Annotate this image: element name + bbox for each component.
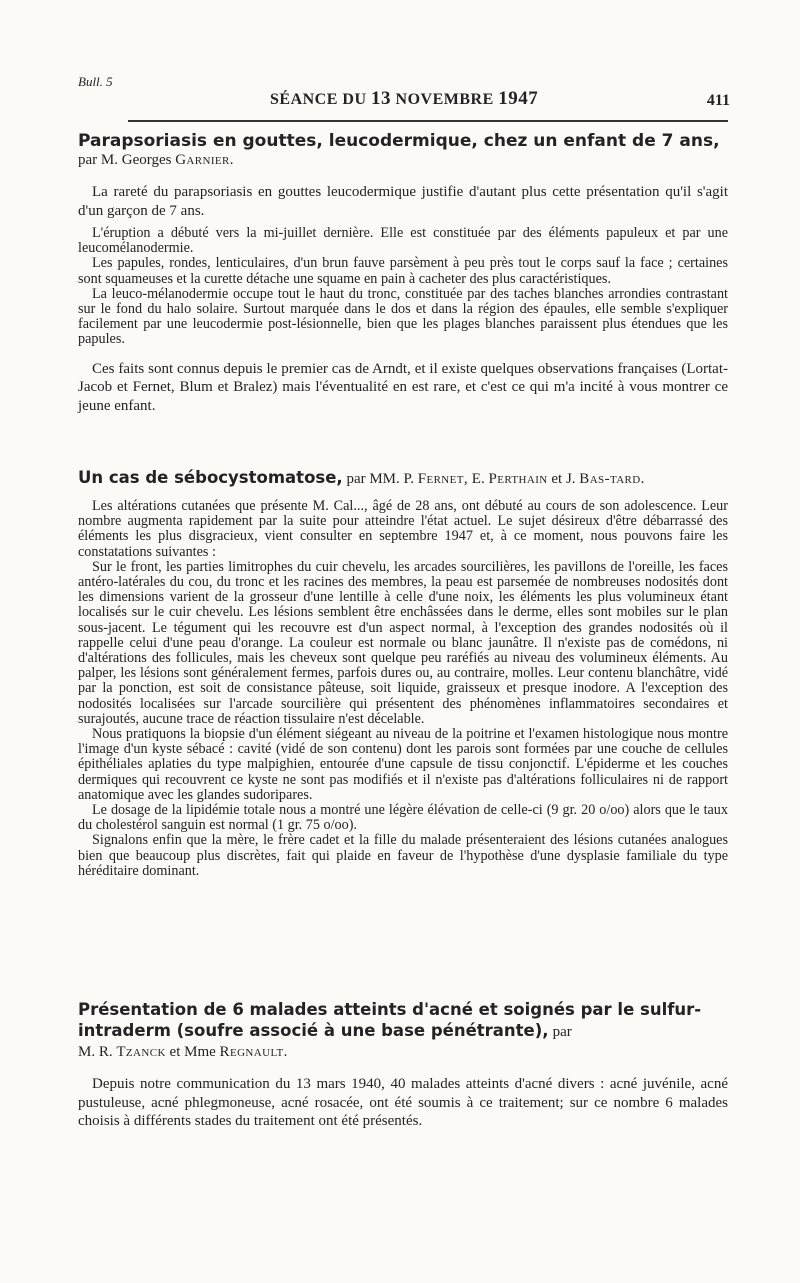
- article-heading: Un cas de sébocystomatose, par MM. P. Fernet, E. Perthain et J. Bas-tard.: [78, 468, 645, 487]
- article-heading: Présentation de 6 malades atteints d'acné et soignés par le sulfur-intraderm (soufre associé à une base pénétrante), par: [78, 1000, 702, 1040]
- article-parapsoriasis: [78, 132, 728, 415]
- author-name: Regnault.: [219, 1044, 288, 1060]
- author-name: Bas-tard.: [579, 471, 645, 487]
- session-year: 1947: [498, 88, 539, 109]
- article-title: Parapsoriasis en gouttes, leucodermique, chez un enfant de 7 ans,: [78, 131, 720, 151]
- paragraph: La leuco-mélanodermie occupe tout le haut du tronc, constituée par des taches blanches arrondies contrastant sur le fond du halo solaire. Surtout marquée dans le dos et dans la région des épaules, elle semble s'expliquer facilement par une leucodermie post-lésionnelle, bien que les plages blanches paraissent plus étendues que les papules.: [78, 285, 728, 348]
- header-rule: [128, 120, 728, 122]
- paragraph: Les altérations cutanées que présente M. Cal..., âgé de 28 ans, ont débuté au cours de son adolescence. Leur nombre augmenta rapidement par la suite pour atteindre l'état actuel. Le sujet désireux d'être débarrassé des éléments les plus disgracieux, vient consulter en septembre 1947 et, à ce moment, nous pouvons faire les constatations suivantes :: [78, 498, 728, 560]
- article-byline: M. R. Tzanck et Mme Regnault.: [78, 1044, 288, 1060]
- author-name: Tzanck: [116, 1044, 166, 1060]
- session-month: NOVEMBRE: [395, 91, 494, 108]
- paragraph: Depuis notre communication du 13 mars 1940, 40 malades atteints d'acné divers : acné juvénile, acné pustuleuse, acné phlegmoneuse, acné rosacée, ont été soumis à ce traitement; sur ce nombre 6 malades choisis à différents stades du traitement ont été présentés.: [78, 1076, 728, 1129]
- paragraph: L'éruption a débuté vers la mi-juillet dernière. Elle est constituée par des éléments papuleux et par une leucomélanodermie.: [78, 225, 728, 257]
- paragraph: Les papules, rondes, lenticulaires, d'un brun fauve parsèment à peu près tout le corps sauf la face ; certaines sont squameuses et la curette détache une squame en pain à cacheter des plus caractéristiques.: [78, 255, 728, 287]
- session-day: 13: [371, 88, 392, 109]
- paragraph: Le dosage de la lipidémie totale nous a montré une légère élévation de celle-ci (9 gr. 20 o/oo) alors que le taux du cholestérol sanguin est normal (1 gr. 75 o/oo).: [78, 802, 728, 834]
- author-name: Garnier.: [175, 152, 234, 168]
- paragraph: La rareté du parapsoriasis en gouttes leucodermique justifie d'autant plus cette présentation qu'il s'agit d'un garçon de 7 ans.: [78, 184, 728, 219]
- paragraph: Signalons enfin que la mère, le frère cadet et la fille du malade présenteraient des lésions cutanées analogues bien que beaucoup plus discrètes, fait qui plaide en faveur de l'hypothèse d'une dysplasie familiale du type héréditaire dominant.: [78, 832, 728, 879]
- session-prefix: SÉANCE DU: [270, 91, 367, 108]
- paragraph: Nous pratiquons la biopsie d'un élément siégeant au niveau de la poitrine et l'examen histologique nous montre l'image d'un kyste sébacé : cavité (vidé de son contenu) dont les parois sont formées par une couche de cellules épithéliales aplaties du type malpighien, entourée d'une capsule de tissu conjonctif. L'épiderme et les couches dermiques qui recouvrent ce kyste ne sont pas modifiés et il n'existe pas d'altérations folliculaires ni de rapport anatomique avec les glandes sudoripares.: [78, 726, 728, 803]
- article-title: Un cas de sébocystomatose,: [78, 468, 343, 487]
- paragraph: Sur le front, les parties limitrophes du cuir chevelu, les arcades sourcilières, les pavillons de l'oreille, les faces antéro-latérales du cou, du tronc et les racines des membres, la peau est parsemée de nombreuses nodosités dont les dimensions varient de la grosseur d'une lentille à celle d'une noix, les éléments les plus volumineux étant localisés sur le cuir chevelu. Les lésions semblent être enchâssées dans le derme, elles sont mobiles sur le plan sous-jacent. Le tégument qui les recouvre est d'un aspect normal, à l'exception des grandes nodosités où il rappelle celui d'une peau d'orange. La couleur est normale ou blanc jaunâtre. Il n'existe pas de comédons, ni d'altérations des follicules, mais les cheveux sont quelque peu raréfiés au niveau des volumineux éléments. Au palper, les lésions sont généralement fermes, parfois dures ou, au contraire, molles. Leur contenu blanchâtre, vidé par la ponction, est soit de consistance pâteuse, soit liquide, graisseux et presque inodore. A l'exception des nodosités localisées sur l'arcade sourcilière qui présentent des phénomènes inflammatoires secondaires et surajoutés, aucune trace de réaction tissulaire n'est décelable.: [78, 558, 728, 727]
- article-byline: par M. Georges Garnier.: [78, 152, 234, 168]
- article-acne: [78, 1000, 728, 1131]
- author-name: Perthain: [488, 471, 548, 487]
- article-sebocystomatose: [78, 468, 728, 879]
- article-title: Présentation de 6 malades atteints d'acné et soignés par le sulfur-intraderm (soufre associé à une base pénétrante),: [78, 1000, 702, 1040]
- journal-ref: Bull. 5: [78, 74, 113, 89]
- author-name: Fernet,: [417, 471, 469, 487]
- paragraph: Ces faits sont connus depuis le premier cas de Arndt, et il existe quelques observations françaises (Lortat-Jacob et Fernet, Blum et Bralez) mais l'éventualité en est rare, et c'est ce qui m'a incité à vous montrer ce jeune enfant.: [78, 360, 728, 414]
- page-number: 411: [706, 92, 730, 109]
- running-head: [270, 88, 538, 110]
